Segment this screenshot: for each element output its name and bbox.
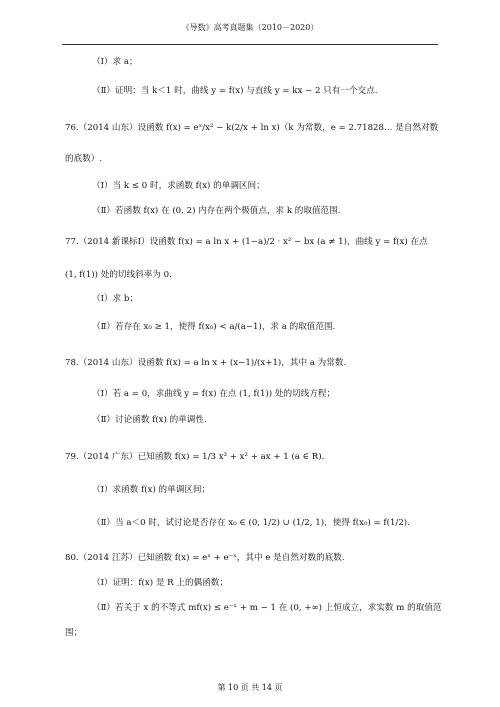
problem-77-stem: 77.（2014 新课标Ⅰ）设函数 f(x) = a ln x + (1−a)/2 · x² − bx (a ≠ 1)，曲线 y = f(x) 在点 [65, 237, 428, 247]
problem-78-part-1: （Ⅰ）若 a = 0，求曲线 y = f(x) 在点 (1, f(1)) 处的切线方程； [92, 389, 336, 399]
problem-79-part-2: （Ⅱ）当 a＜0 时，试讨论是否存在 x₀ ∈ (0, 1/2) ∪ (1/2, 1)，使得 f(x₀) = f(1/2). [92, 518, 410, 528]
problem-80-part-1: （Ⅰ）证明：f(x) 是 R 上的偶函数； [92, 578, 228, 588]
problem-77-part-1: （Ⅰ）求 b； [92, 294, 139, 304]
page-footer: 第 10 页 共 14 页 [217, 683, 283, 692]
problem-76-part-2: （Ⅱ）若函数 f(x) 在 (0, 2) 内存在两个极值点，求 k 的取值范围. [92, 206, 341, 216]
problem-77-part-2: （Ⅱ）若存在 x₀ ≥ 1，使得 f(x₀) < a/(a−1)，求 a 的取值范围. [92, 322, 336, 332]
problem-76-stem: 76.（2014 山东）设函数 f(x) = eˣ/x² − k(2/x + ln x)（k 为常数，e = 2.71828… 是自然对数 [65, 123, 439, 133]
problem-78-stem: 78.（2014 山东）设函数 f(x) = a ln x + (x−1)/(x+1)，其中 a 为常数. [65, 358, 347, 368]
header-divider [62, 44, 438, 45]
problem-77-stem-cont: (1, f(1)) 处的切线斜率为 0. [65, 270, 172, 280]
problem-78-part-2: （Ⅱ）讨论函数 f(x) 的单调性. [92, 415, 207, 425]
page-header: 《导数》高考真题集（2010－2020） [181, 23, 319, 32]
problem-80-part-2-cont: 围； [65, 628, 83, 638]
problem-80-part-2: （Ⅱ）若关于 x 的不等式 mf(x) ≤ e⁻ˣ + m − 1 在 (0, +∞) 上恒成立，求实数 m 的取值范 [92, 603, 442, 613]
problem-76-part-1: （Ⅰ）当 k ≤ 0 时，求函数 f(x) 的单调区间； [92, 181, 265, 191]
problem-80-stem: 80.（2014 江苏）已知函数 f(x) = eˣ + e⁻ˣ，其中 e 是自然对数的底数. [65, 553, 345, 563]
line-75-part-1: （Ⅰ）求 a； [92, 57, 138, 67]
problem-79-part-1: （Ⅰ）求函数 f(x) 的单调区间； [92, 485, 211, 495]
line-75-part-2: （Ⅱ）证明：当 k＜1 时，曲线 y = f(x) 与直线 y = kx − 2 只有一个交点. [92, 86, 378, 96]
problem-76-stem-cont: 的底数）. [65, 154, 103, 164]
problem-79-stem: 79.（2014 广东）已知函数 f(x) = 1/3 x³ + x² + ax + 1 (a ∈ R). [65, 452, 325, 462]
